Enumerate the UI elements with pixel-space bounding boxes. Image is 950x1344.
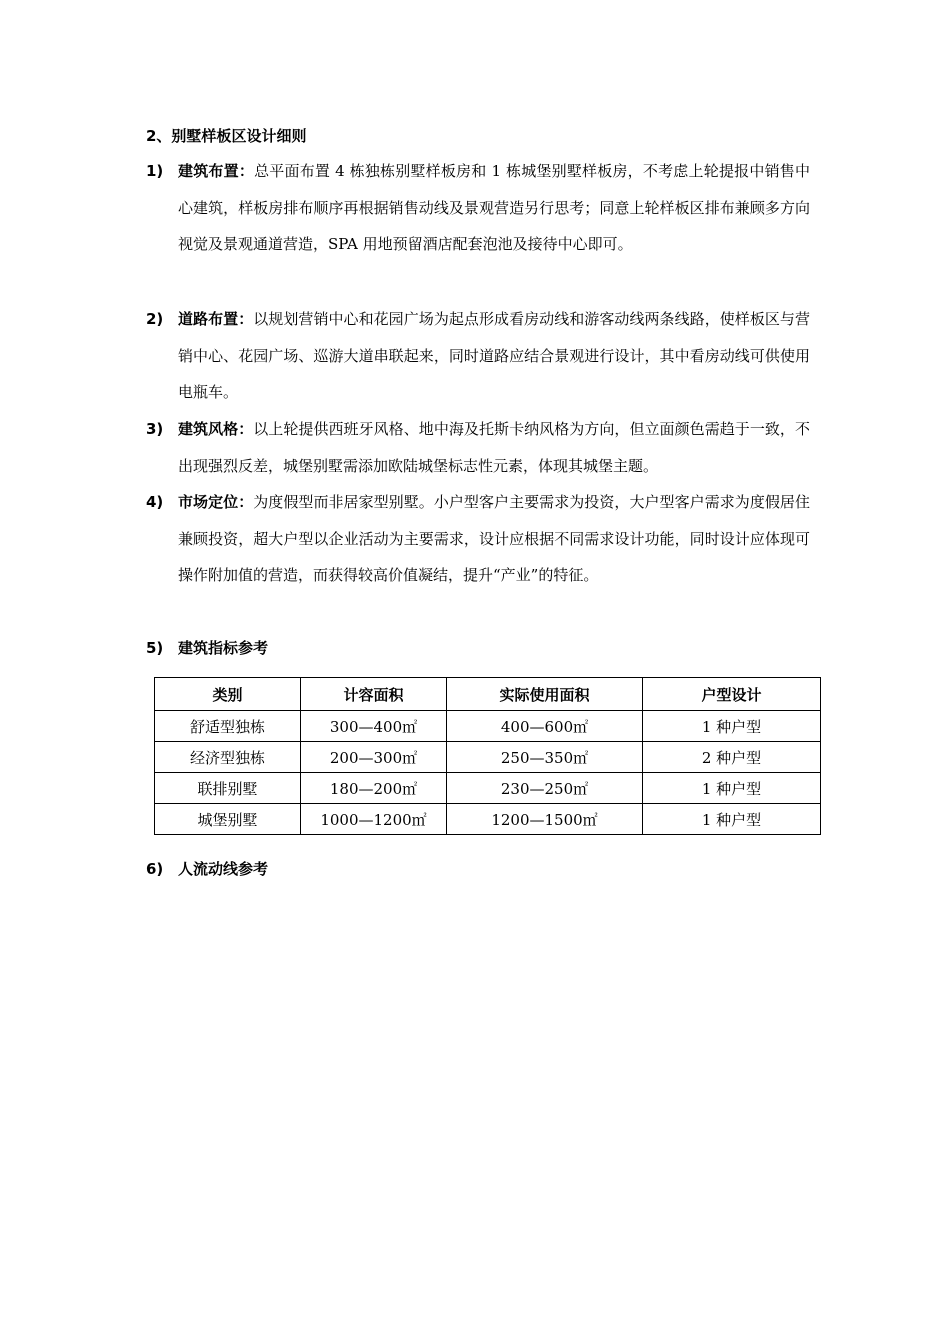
table-header-row xyxy=(155,678,821,711)
item-number: 2) xyxy=(146,310,164,328)
item-number: 1) xyxy=(146,162,164,180)
item-text: 以规划营销中心和花园广场为起点形成看房动线和游客动线两条线路，使样板区与营销中心、花园广场、巡游大道串联起来，同时道路应结合景观进行设计，其中看房动线可供使用电瓶车。 xyxy=(178,310,810,401)
item-body xyxy=(178,301,810,411)
table-header-cell: 计容面积 xyxy=(301,678,447,711)
table-cell: 经济型独栋 xyxy=(155,742,301,773)
item-text: 为度假型而非居家型别墅。小户型客户主要需求为投资，大户型客户需求为度假居住兼顾投资，超大户型以企业活动为主要需求，设计应根据不同需求设计功能，同时设计应体现可操作附加值的营造，而获得较高价值凝结，提升“产业”的特征。 xyxy=(178,493,810,584)
item-label: 建筑布置： xyxy=(178,162,255,180)
table-cell: 1 种户型 xyxy=(643,773,821,804)
section-title: 2、别墅样板区设计细则 xyxy=(146,127,307,145)
table-cell: 200—300㎡ xyxy=(301,742,447,773)
item-body xyxy=(178,630,810,667)
table-cell: 1 种户型 xyxy=(643,711,821,742)
table-cell: 300—400㎡ xyxy=(301,711,447,742)
item-label: 道路布置： xyxy=(178,310,254,328)
item-number: 3) xyxy=(146,420,164,438)
table-cell: 180—200㎡ xyxy=(301,773,447,804)
item-number: 4) xyxy=(146,493,164,511)
item-body xyxy=(178,484,810,594)
table-cell: 2 种户型 xyxy=(643,742,821,773)
table-cell: 230—250㎡ xyxy=(447,773,643,804)
item-body xyxy=(178,153,810,263)
item-number: 5) xyxy=(146,639,164,657)
building-index-table xyxy=(154,677,821,835)
table-header-cell: 实际使用面积 xyxy=(447,678,643,711)
item-label: 市场定位： xyxy=(178,493,254,511)
table-cell: 联排别墅 xyxy=(155,773,301,804)
table-cell: 1 种户型 xyxy=(643,804,821,835)
table-row xyxy=(155,773,821,804)
item-body xyxy=(178,851,810,888)
table-row xyxy=(155,711,821,742)
item-label: 建筑风格： xyxy=(178,420,254,438)
item-text: 以上轮提供西班牙风格、地中海及托斯卡纳风格为方向，但立面颜色需趋于一致，不出现强烈反差，城堡别墅需添加欧陆城堡标志性元素，体现其城堡主题。 xyxy=(178,420,810,475)
table-header-cell: 类别 xyxy=(155,678,301,711)
item-text: 总平面布置 4 栋独栋别墅样板房和 1 栋城堡别墅样板房，不考虑上轮提报中销售中心建筑，样板房排布顺序再根据销售动线及景观营造另行思考；同意上轮样板区排布兼顾多方向视觉及景观通道营造，SPA 用地预留酒店配套泡池及接待中心即可。 xyxy=(178,162,810,253)
table-row xyxy=(155,804,821,835)
table-cell: 城堡别墅 xyxy=(155,804,301,835)
item-label: 人流动线参考 xyxy=(178,860,269,878)
table-row xyxy=(155,742,821,773)
table-cell: 250—350㎡ xyxy=(447,742,643,773)
table-cell: 1000—1200㎡ xyxy=(301,804,447,835)
item-body xyxy=(178,411,810,484)
table-header-cell: 户型设计 xyxy=(643,678,821,711)
item-label: 建筑指标参考 xyxy=(178,639,269,657)
table-cell: 400—600㎡ xyxy=(447,711,643,742)
table-cell: 1200—1500㎡ xyxy=(447,804,643,835)
item-number: 6) xyxy=(146,860,164,878)
table-cell: 舒适型独栋 xyxy=(155,711,301,742)
